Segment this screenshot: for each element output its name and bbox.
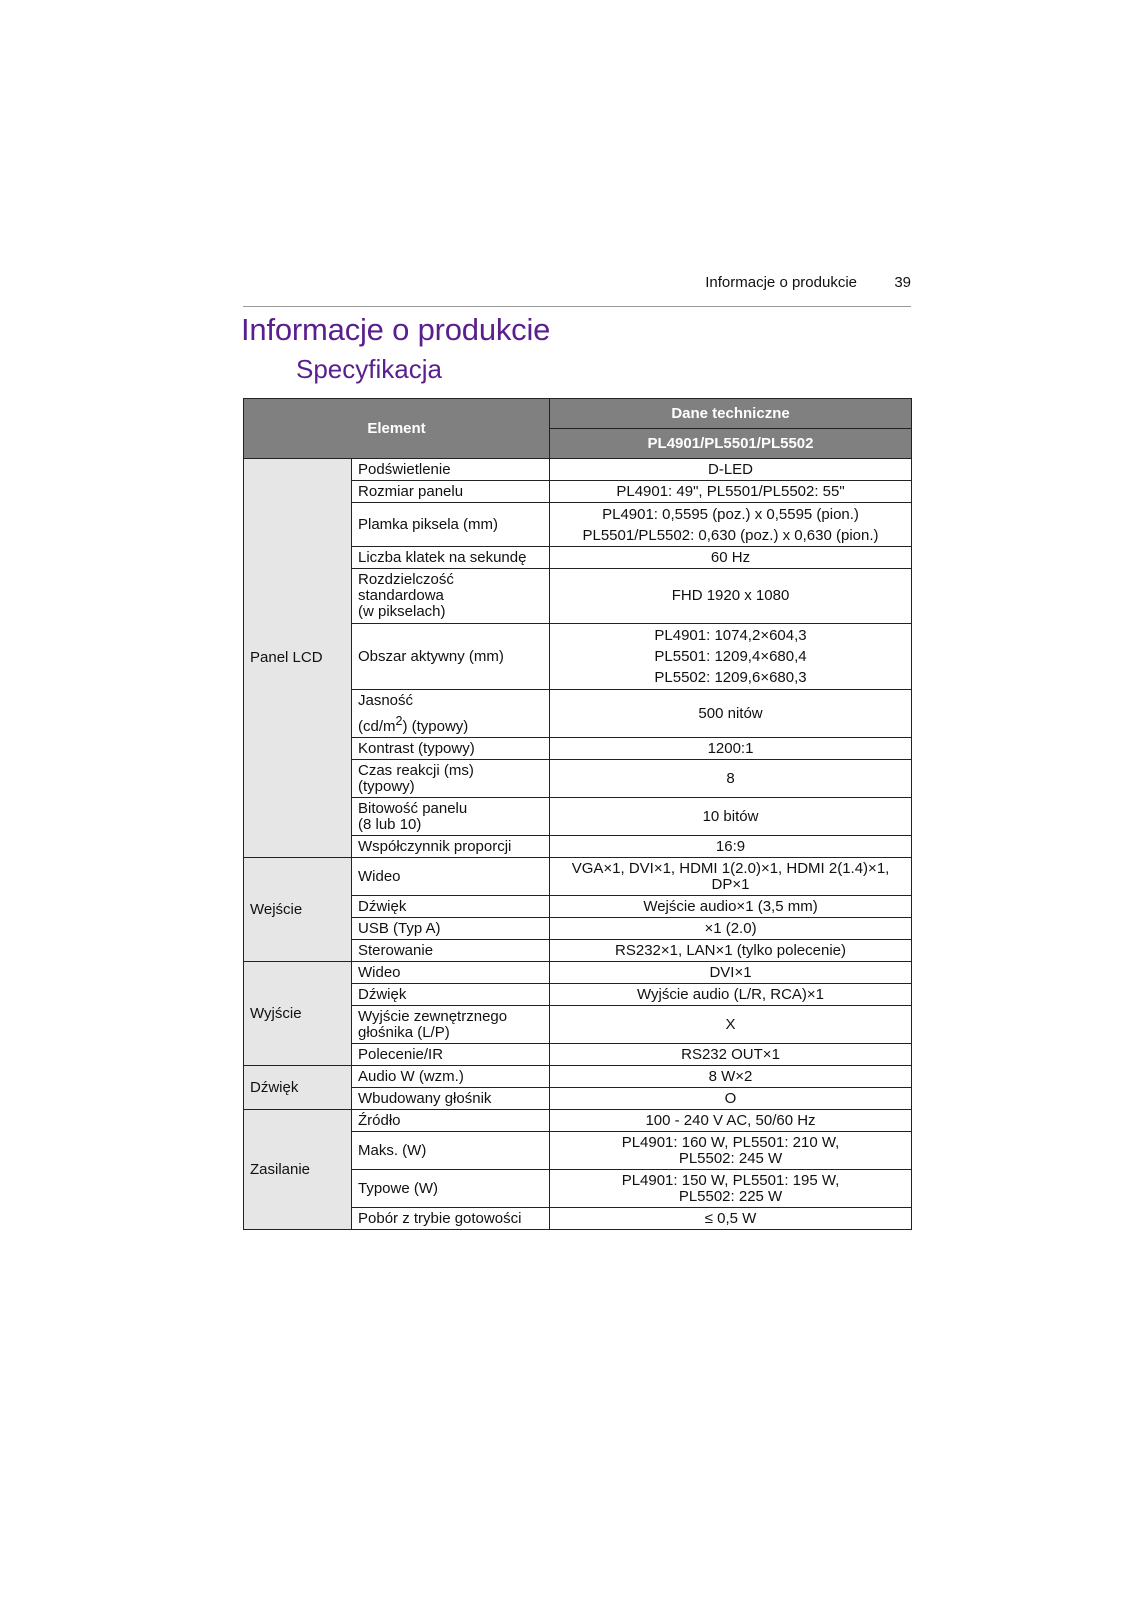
page-number: 39 [894,274,911,291]
superscript: 2 [395,714,403,728]
row-label: Wideo [352,858,550,896]
row-label: Plamka piksela (mm) [352,503,550,547]
header-models: PL4901/PL5501/PL5502 [550,429,912,459]
table-row [244,962,912,984]
row-label-line: (typowy) [358,777,415,795]
group-label-audio: Dźwięk [244,1066,352,1110]
row-label: Rozmiar panelu [352,481,550,503]
row-value [550,1132,912,1170]
label-part: ) (typowy) [402,718,469,735]
row-value: X [550,1006,912,1044]
row-value-line: PL4901: 150 W, PL5501: 195 W, [621,1171,840,1189]
running-header-section: Informacje o produkcie [705,274,857,291]
row-value-line: PL5501: 1209,4×680,4 [654,648,807,665]
row-value [550,503,912,547]
row-value: 8 W×2 [550,1066,912,1088]
row-label [352,760,550,798]
row-label: Źródło [352,1110,550,1132]
row-label-line: głośnika (L/P) [358,1023,450,1041]
row-value: O [550,1088,912,1110]
row-value: Wyjście audio (L/R, RCA)×1 [550,984,912,1006]
row-value: ≤ 0,5 W [550,1208,912,1230]
row-label-line: standardowa [358,587,444,604]
table-row [244,1066,912,1088]
row-value-line: VGA×1, DVI×1, HDMI 1(2.0)×1, HDMI 2(1.4)×1, [571,859,890,877]
row-value: 8 [550,760,912,798]
row-label [352,690,550,738]
row-label-line: Rozdzielczość [358,571,454,588]
row-value-line: PL4901: 0,5595 (poz.) x 0,5595 (pion.) [602,505,859,523]
row-label-line: Czas reakcji (ms) [358,761,474,779]
row-value [550,858,912,896]
row-value: RS232×1, LAN×1 (tylko polecenie) [550,940,912,962]
row-label: Dźwięk [352,896,550,918]
table-row [244,858,912,896]
row-label-line: Wyjście zewnętrznego [358,1007,508,1025]
specification-table [243,398,912,1230]
row-label: Współczynnik proporcji [352,836,550,858]
row-value: 16:9 [550,836,912,858]
table-row [244,1110,912,1132]
header-element: Element [244,399,550,459]
row-value-line: DP×1 [711,875,750,893]
row-value-line: PL5502: 1209,6×680,3 [654,669,807,686]
row-label: Audio W (wzm.) [352,1066,550,1088]
row-label: Dźwięk [352,984,550,1006]
row-value: RS232 OUT×1 [550,1044,912,1066]
row-label: Maks. (W) [352,1132,550,1170]
row-value: 500 nitów [550,690,912,738]
row-value-line: PL5501/PL5502: 0,630 (poz.) x 0,630 (pion.) [582,526,879,544]
label-part: (cd/m [358,718,396,735]
row-label [352,798,550,836]
group-label-panel: Panel LCD [244,459,352,858]
row-value-line: PL5502: 245 W [678,1149,783,1167]
row-value: 10 bitów [550,798,912,836]
header-tech: Dane techniczne [550,399,912,429]
section-subtitle: Specyfikacja [296,354,442,384]
group-label-power: Zasilanie [244,1110,352,1230]
row-value-line: PL4901: 1074,2×604,3 [654,627,807,644]
row-label-line: (w pikselach) [358,603,446,620]
row-label: Polecenie/IR [352,1044,550,1066]
row-value [550,624,912,690]
row-label-line: Bitowość panelu [358,799,468,817]
row-label-line: (8 lub 10) [358,815,422,833]
group-label-input: Wejście [244,858,352,962]
row-value: FHD 1920 x 1080 [550,569,912,624]
row-label: Obszar aktywny (mm) [352,624,550,690]
row-label: Typowe (W) [352,1170,550,1208]
group-label-output: Wyjście [244,962,352,1066]
row-label: Kontrast (typowy) [352,738,550,760]
row-value: 60 Hz [550,547,912,569]
row-value-line: PL4901: 160 W, PL5501: 210 W, [621,1133,840,1151]
row-label: Wideo [352,962,550,984]
row-label: Wbudowany głośnik [352,1088,550,1110]
row-label [352,569,550,624]
running-header [243,272,911,307]
row-value: 100 - 240 V AC, 50/60 Hz [550,1110,912,1132]
row-value: PL4901: 49", PL5501/PL5502: 55" [550,481,912,503]
row-value: 1200:1 [550,738,912,760]
row-value [550,1170,912,1208]
row-value: DVI×1 [550,962,912,984]
page-title: Informacje o produkcie [241,312,551,347]
row-value: ×1 (2.0) [550,918,912,940]
row-label-line: Jasność [358,692,414,709]
row-label-line [358,711,543,737]
row-value-line: PL5502: 225 W [678,1187,783,1205]
row-label: Sterowanie [352,940,550,962]
row-label: USB (Typ A) [352,918,550,940]
row-value: D-LED [550,459,912,481]
row-label: Podświetlenie [352,459,550,481]
row-value: Wejście audio×1 (3,5 mm) [550,896,912,918]
row-label: Pobór z trybie gotowości [352,1208,550,1230]
row-label: Liczba klatek na sekundę [352,547,550,569]
table-row [244,459,912,481]
row-label [352,1006,550,1044]
